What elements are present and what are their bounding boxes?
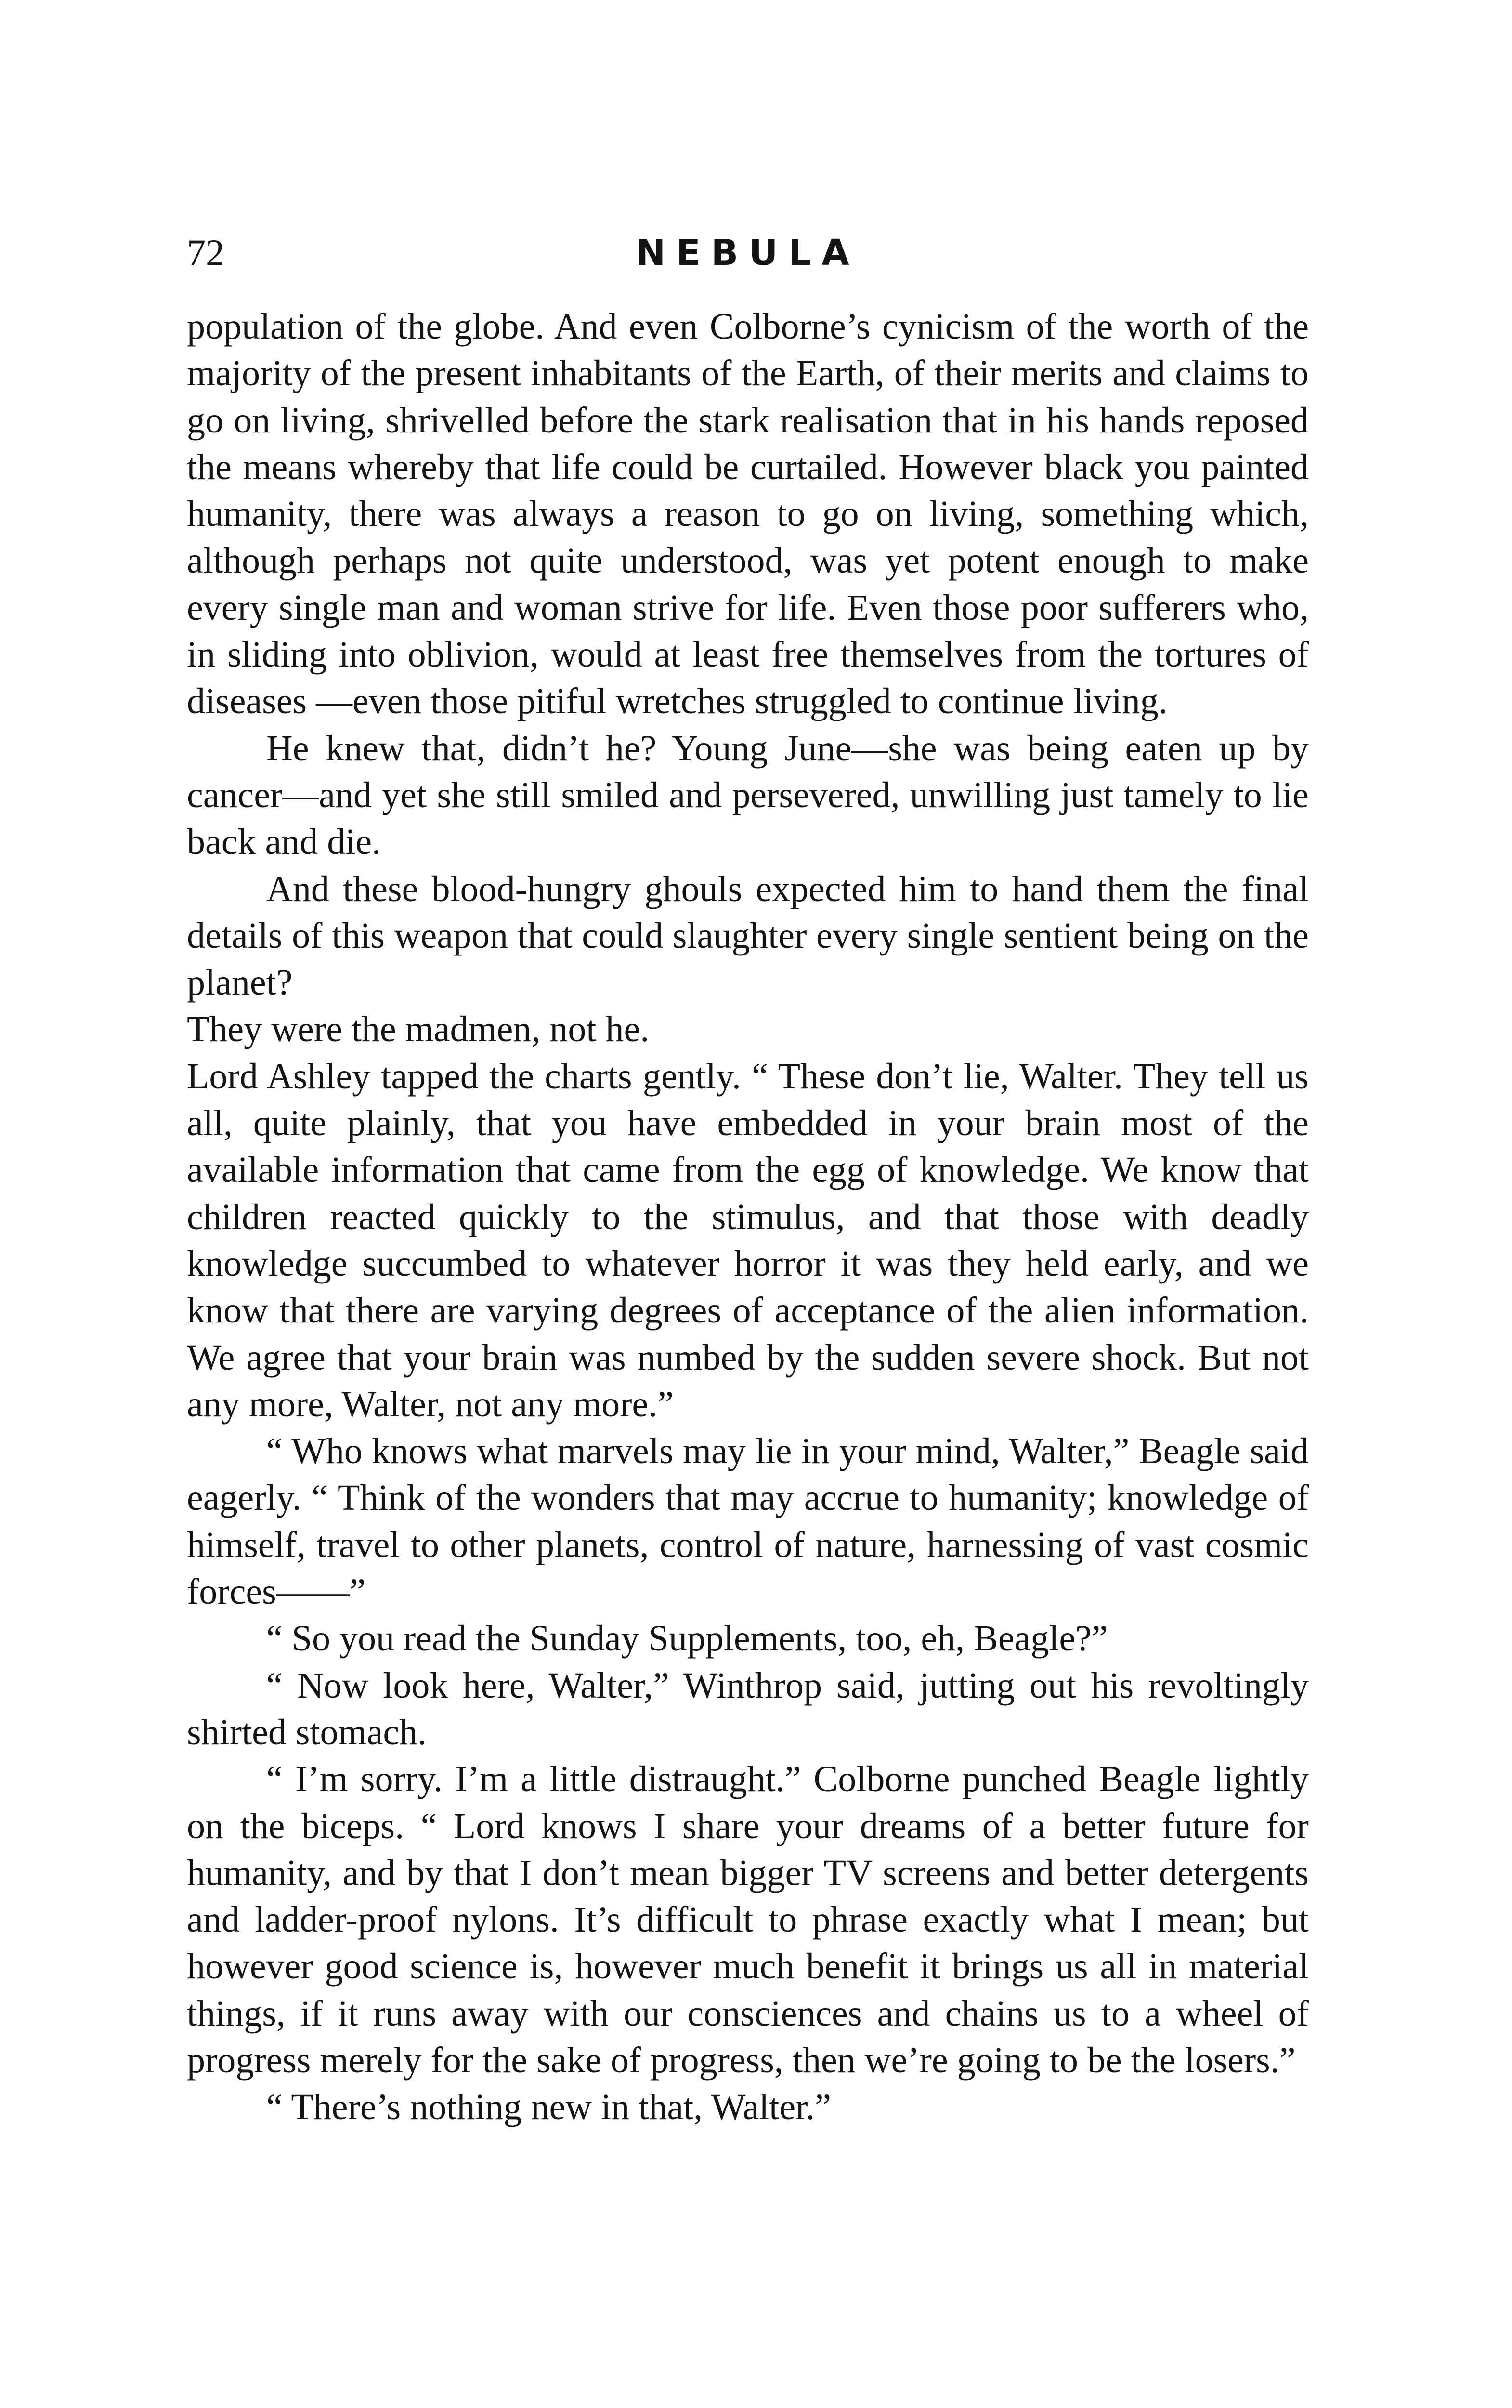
running-title: NEBULA [636,232,860,274]
paragraph: “ I’m sorry. I’m a little distraught.” Colborne punched Beagle lightly on the biceps. “ Lord knows I share your dreams of a better future for humanity, and by that I don’t mean bigger TV screens and better detergents and ladder-proof nylons. It’s difficult to phrase exactly what I mean; but however good science is, however much benefit it brings us all in material things, if it runs away with our consciences and chains us to a wheel of progress merely for the sake of progress, then we’re going to be the losers.” [187,1759,1309,2081]
paragraph: Lord Ashley tapped the charts gently. “ These don’t lie, Walter. They tell us all, quite plainly, that you have embedded in your brain most of the available information that came from the egg of knowledge. We know that children reacted quickly to the stimulus, and that those with deadly knowledge succumbed to whatever horror it was they held early, and we know that there are varying degrees of acceptance of the alien information. We agree that your brain was numbed by the sudden severe shock. But not any more, Walter, not any more.” [187,1056,1309,1425]
paragraph: And these blood-hungry ghouls expected him to hand them the final details of this weapon that could slaughter every single sentient being on the planet? [187,868,1309,1003]
paragraph: “ There’s nothing new in that, Walter.” [266,2087,831,2128]
body-text [187,303,1309,2131]
paragraph: “ Who knows what marvels may lie in your mind, Walter,” Beagle said eagerly. “ Think of the wonders that may accrue to humanity; knowledge of himself, travel to other planets, control of nature, harnessing of vast cosmic forces——” [187,1431,1309,1612]
paragraph: population of the globe. And even Colborne’s cynicism of the worth of the majority of the present inhabitants of the Earth, of their merits and claims to go on living, shrivelled before the stark realisation that in his hands reposed the means whereby that life could be curtailed. However black you painted humanity, there was always a reason to go on living, something which, although perhaps not quite understood, was yet potent enough to make every single man and woman strive for life. Even those poor sufferers who, in sliding into oblivion, would at least free themselves from the tortures of diseases —even those pitiful wretches struggled to continue living. [187,306,1309,722]
page-header [187,226,1309,279]
paragraph: He knew that, didn’t he? Young June—she was being eaten up by cancer—and yet she still smiled and persevered, unwilling just tamely to lie back and die. [187,728,1309,863]
paragraph: They were the madmen, not he. [187,1009,650,1050]
page-number: 72 [187,232,224,274]
paragraph: “ Now look here, Walter,” Winthrop said, jutting out his revoltingly shirted stomach. [187,1665,1309,1753]
paragraph: “ So you read the Sunday Supplements, too, eh, Beagle?” [266,1618,1108,1659]
